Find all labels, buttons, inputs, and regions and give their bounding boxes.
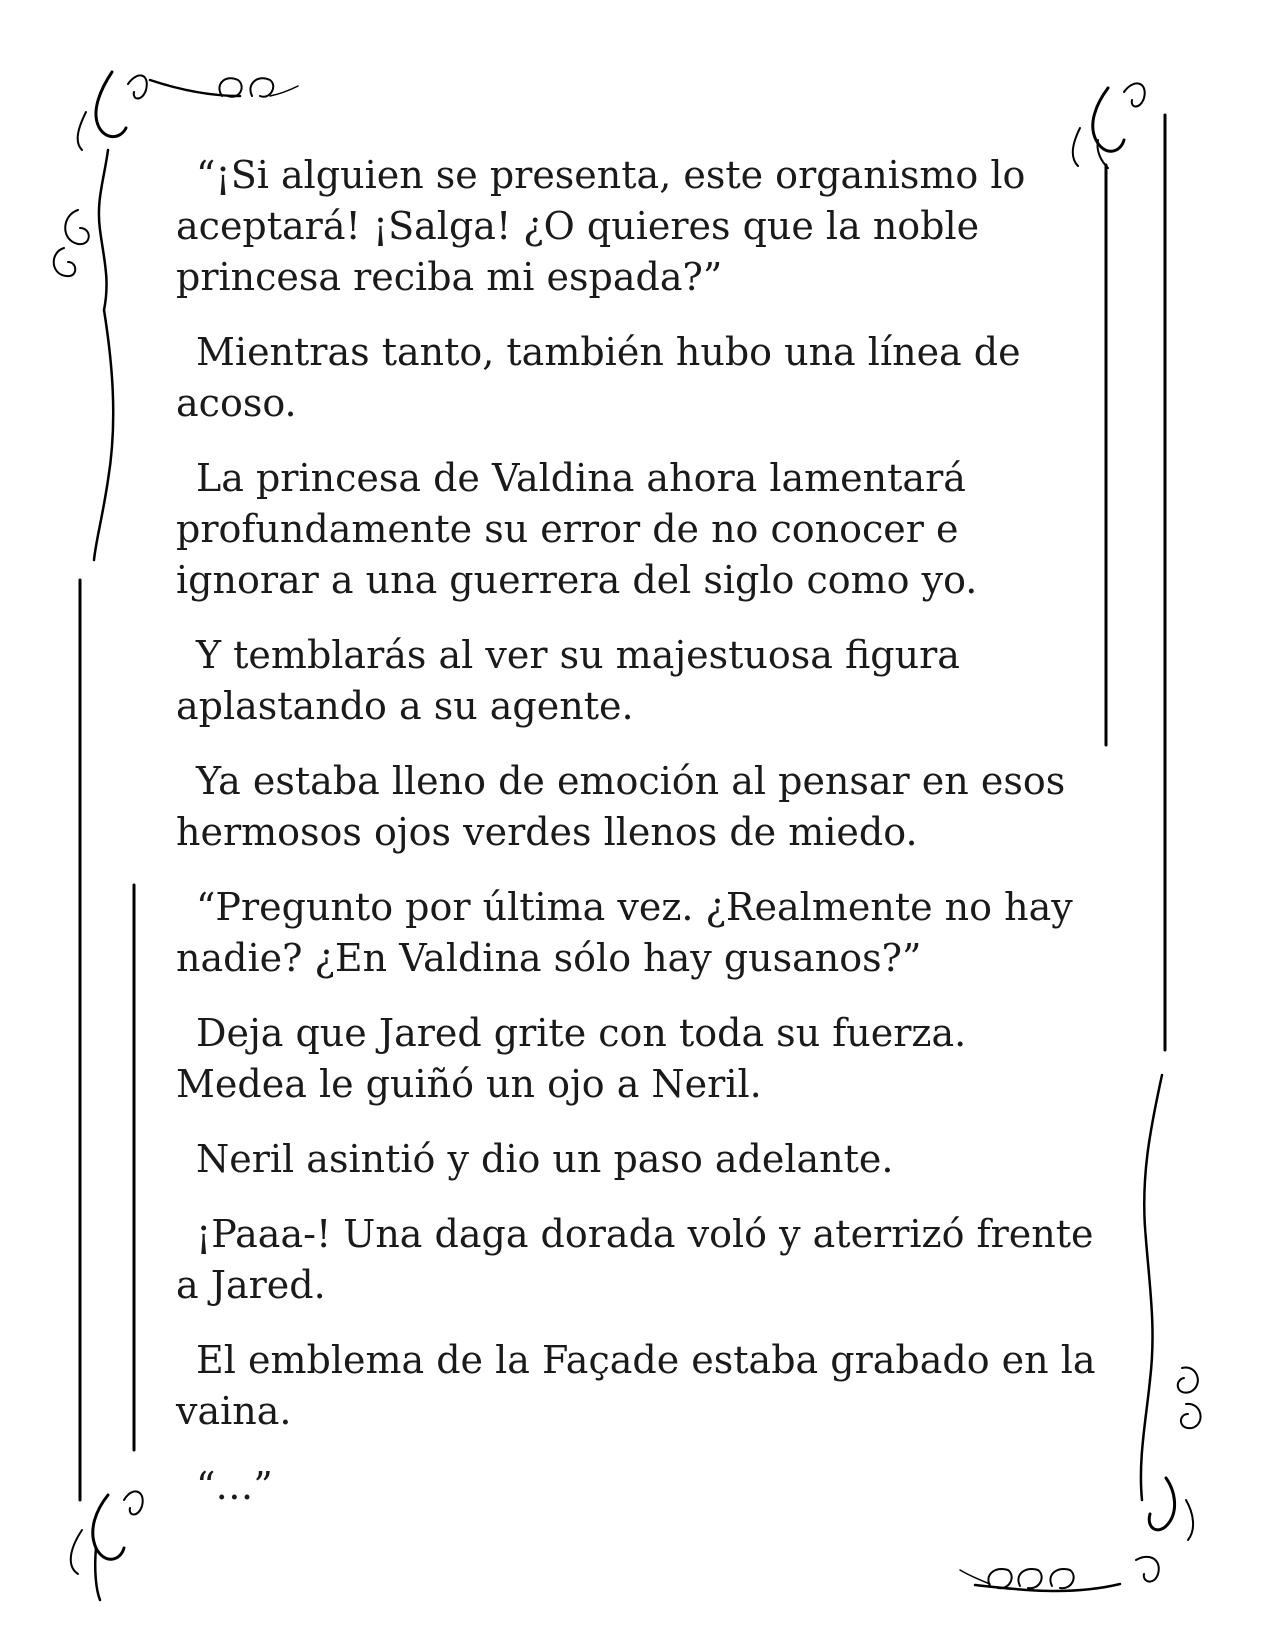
paragraph: Y temblarás al ver su majestuosa figura aplastando a su agente. bbox=[176, 633, 960, 728]
paragraph: “…” bbox=[196, 1464, 273, 1508]
paragraph: “Pregunto por última vez. ¿Realmente no hay nadie? ¿En Valdina sólo hay gusanos?” bbox=[176, 885, 1073, 980]
paragraph: La princesa de Valdina ahora lamentará profundamente su error de no conocer e ignorar a una guerrera del siglo como yo. bbox=[176, 456, 978, 602]
paragraph: El emblema de la Façade estaba grabado en la vaina. bbox=[176, 1338, 1096, 1433]
paragraph: “¡Si alguien se presenta, este organismo lo aceptará! ¡Salga! ¿O quieres que la noble princesa reciba mi espada?” bbox=[176, 153, 1026, 299]
paragraph: ¡Paaa-! Una daga dorada voló y aterrizó frente a Jared. bbox=[176, 1212, 1094, 1307]
paragraph: Neril asintió y dio un paso adelante. bbox=[196, 1137, 894, 1181]
paragraph: Deja que Jared grite con toda su fuerza. Medea le guiñó un ojo a Neril. bbox=[176, 1011, 967, 1106]
bottom-left-flourish-icon bbox=[71, 1491, 143, 1600]
paragraph: Mientras tanto, también hubo una línea de acoso. bbox=[176, 330, 1021, 425]
story-text bbox=[176, 150, 1096, 1536]
paragraph: Ya estaba lleno de emoción al pensar en esos hermosos ojos verdes llenos de miedo. bbox=[176, 759, 1066, 854]
